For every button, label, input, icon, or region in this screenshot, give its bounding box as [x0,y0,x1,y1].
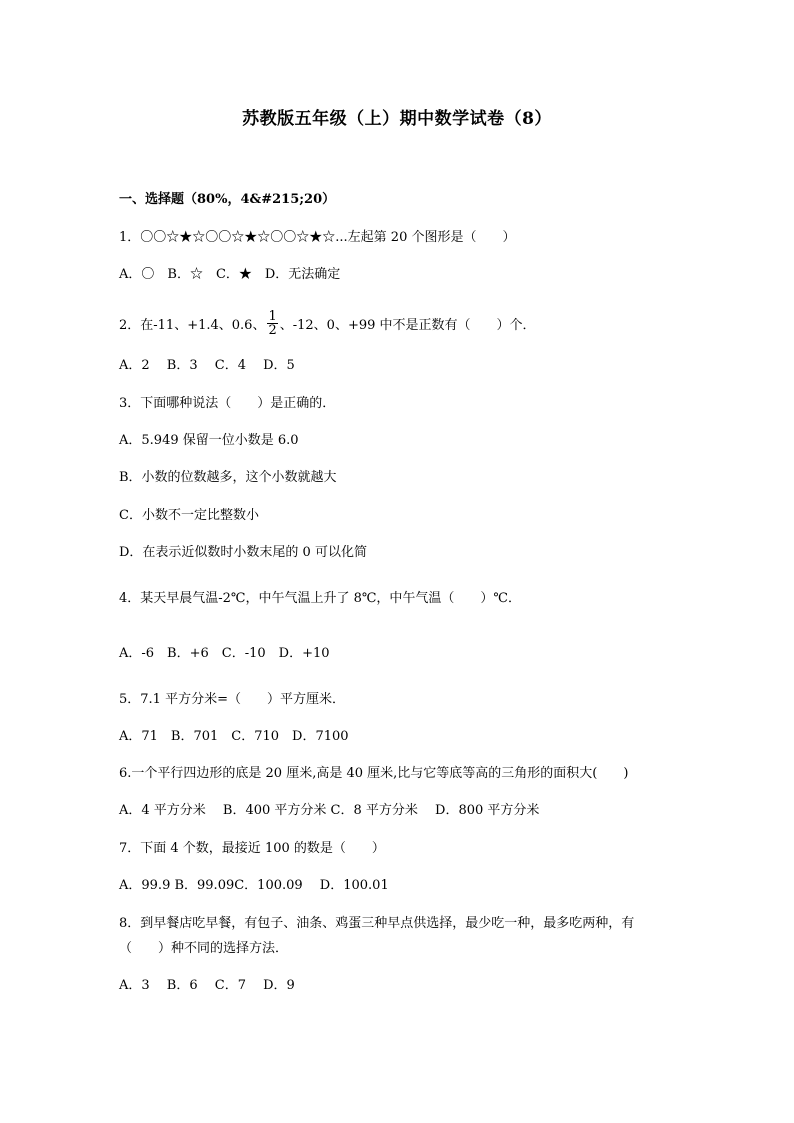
question-6-stem: 6.一个平行四边形的底是 20 厘米,高是 40 厘米,比与它等底等高的三角形的面积大( ) [119,766,629,781]
question-8-stem-line2: （ ）种不同的选择方法． [119,941,289,956]
question-5-options: A．71 B．701 C．710 D．7100 [119,729,349,744]
question-2-stem-after: 、-12、0、+99 中不是正数有（ ）个． [279,318,536,333]
question-8-options: A．3 B．6 C．7 D．9 [119,978,295,993]
fraction-denominator: 2 [268,323,277,338]
question-5-stem: 5．7.1 平方分米=（ ）平方厘米． [119,692,345,707]
fraction-one-half [267,310,277,337]
question-3-option-b: B．小数的位数越多，这个小数就越大 [119,470,337,485]
question-1-options: A．〇 B．☆ C．★ D．无法确定 [119,267,341,282]
question-3-stem: 3．下面哪种说法（ ）是正确的． [119,396,336,411]
question-4-stem: 4．某天早晨气温-2℃，中午气温上升了 8℃，中午气温（ ）℃． [119,591,521,606]
question-1-stem: 1．〇〇☆★☆〇〇☆★☆〇〇☆★☆...左起第 20 个图形是（ ） [119,230,516,245]
question-2-options: A．2 B．3 C．4 D．5 [119,358,295,373]
section-heading-choice: 一、选择题（80%，4&#215;20） [119,192,336,207]
question-3-option-a: A．5.949 保留一位小数是 6.0 [119,433,299,448]
question-2-stem [119,309,536,339]
question-3-option-c: C．小数不一定比整数小 [119,508,259,523]
question-6-options: A．4 平方分米 B．400 平方分米 C．8 平方分米 D．800 平方分米 [119,803,540,818]
question-7-stem: 7．下面 4 个数，最接近 100 的数是（ ） [119,841,385,856]
question-3-option-d: D．在表示近似数时小数末尾的 0 可以化简 [119,545,367,560]
question-2-stem-before: 2．在-11、+1.4、0.6、 [119,318,266,333]
page-title: 苏教版五年级（上）期中数学试卷（8） [242,109,552,129]
fraction-numerator: 1 [268,309,277,324]
question-7-options: A．99.9 B．99.09C．100.09 D．100.01 [119,878,389,893]
question-8-stem-line1: 8．到早餐店吃早餐，有包子、油条、鸡蛋三种早点供选择，最少吃一种，最多吃两种，有 [119,916,635,931]
question-4-options: A．-6 B．+6 C．-10 D．+10 [119,646,330,661]
